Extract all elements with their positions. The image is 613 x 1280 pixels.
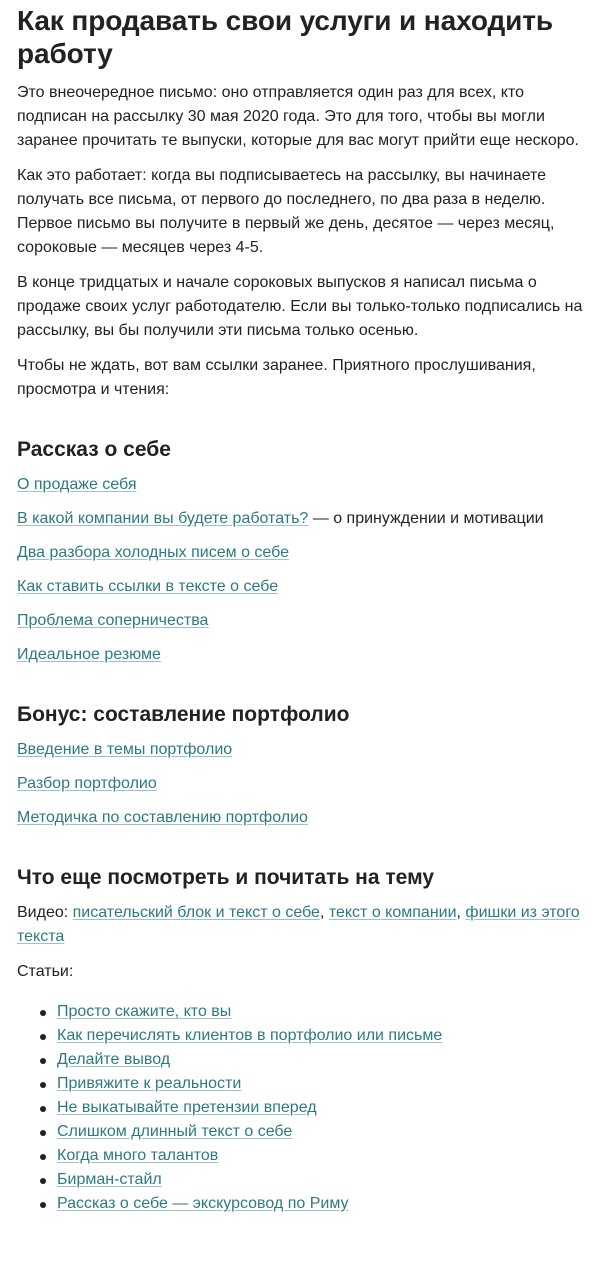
article-link[interactable]: Рассказ о себе — экскурсовод по Риму	[57, 1195, 349, 1212]
articles-list	[17, 1000, 596, 1216]
link-how-to-place-links[interactable]: Как ставить ссылки в тексте о себе	[17, 578, 279, 595]
list-item	[37, 1144, 596, 1168]
bullet-icon	[40, 1058, 46, 1064]
list-item	[17, 643, 596, 667]
link-video-writers-block[interactable]: писательский блок и текст о себе	[72, 904, 320, 921]
articles-label: Статьи:	[17, 963, 74, 980]
about-self-link-list	[17, 473, 596, 667]
list-item	[17, 473, 596, 497]
list-item	[37, 1192, 596, 1216]
article-link[interactable]: Делайте вывод	[57, 1051, 171, 1068]
link-cold-letters-review[interactable]: Два разбора холодных писем о себе	[17, 544, 290, 561]
link-which-company[interactable]: В какой компании вы будете работать?	[17, 510, 309, 527]
bullet-icon	[40, 1082, 46, 1088]
intro-paragraph: Это внеочередное письмо: оно отправляется один раз для всех, кто подписан на рассылку 30 мая 2020 года. Это для того, чтобы вы могли заранее прочитать те выпуски, которые для вас могут прийти еще нескоро.	[17, 84, 579, 149]
bullet-icon	[40, 1106, 46, 1112]
section-about-self	[17, 437, 596, 667]
separator: ,	[456, 904, 466, 921]
list-item	[37, 1048, 596, 1072]
bullet-icon	[40, 1154, 46, 1160]
link-rivalry-problem[interactable]: Проблема соперничества	[17, 612, 209, 629]
link-suffix-text: — о принуждении и мотивации	[308, 510, 544, 527]
article-link[interactable]: Как перечислять клиентов в портфолио или письме	[57, 1027, 443, 1044]
page-title: Как продавать свои услуги и находить работу	[17, 5, 554, 69]
bullet-icon	[40, 1130, 46, 1136]
section-more-heading: Что еще посмотреть и почитать на тему	[17, 866, 435, 889]
list-item	[37, 1024, 596, 1048]
article-link[interactable]: Когда много талантов	[57, 1147, 219, 1164]
list-item	[17, 806, 596, 830]
list-item	[37, 1168, 596, 1192]
section-more	[17, 865, 596, 1216]
list-item	[37, 1096, 596, 1120]
list-item	[17, 738, 596, 762]
article-link[interactable]: Слишком длинный текст о себе	[57, 1123, 293, 1140]
bullet-icon	[40, 1034, 46, 1040]
list-item	[17, 507, 596, 531]
list-item	[17, 772, 596, 796]
bullet-icon	[40, 1010, 46, 1016]
list-item	[37, 1000, 596, 1024]
list-item	[17, 541, 596, 565]
article-link[interactable]: Бирман-стайл	[57, 1171, 162, 1188]
article-link[interactable]: Просто скажите, кто вы	[57, 1003, 232, 1020]
links-intro-paragraph: Чтобы не ждать, вот вам ссылки заранее. Приятного прослушивания, просмотра и чтения:	[17, 357, 536, 398]
portfolio-link-list	[17, 738, 596, 830]
link-video-company-text[interactable]: текст о компании	[328, 904, 457, 921]
bullet-icon	[40, 1178, 46, 1184]
sales-letters-paragraph: В конце тридцатых и начале сороковых выпусков я написал письма о продаже своих услуг работодателю. Если вы только-только подписались на рассылку, вы бы получили эти письма только осенью.	[17, 274, 583, 339]
section-portfolio-bonus	[17, 702, 596, 830]
link-portfolio-manual[interactable]: Методичка по составлению портфолио	[17, 809, 308, 826]
link-video-text-tricks[interactable]: фишки из этого текста	[17, 904, 580, 945]
link-about-selling-self[interactable]: О продаже себя	[17, 476, 137, 493]
link-portfolio-review[interactable]: Разбор портфолио	[17, 775, 157, 792]
list-item	[17, 575, 596, 599]
how-it-works-paragraph: Как это работает: когда вы подписываетесь на рассылку, вы начинаете получать все письма, от первого до последнего, по два раза в неделю. Первое письмо вы получите в первый же день, десятое — через месяц, сороковые — месяцев через 4-5.	[17, 167, 555, 256]
separator: ,	[319, 904, 329, 921]
section-about-self-heading: Рассказ о себе	[17, 438, 171, 461]
bullet-icon	[40, 1202, 46, 1208]
link-portfolio-intro[interactable]: Введение в темы портфолио	[17, 741, 233, 758]
article-link[interactable]: Не выкатывайте претензии вперед	[57, 1099, 317, 1116]
list-item	[37, 1120, 596, 1144]
section-portfolio-bonus-heading: Бонус: составление портфолио	[17, 703, 350, 726]
article-link[interactable]: Привяжите к реальности	[57, 1075, 242, 1092]
video-label: Видео:	[17, 904, 73, 921]
list-item	[17, 609, 596, 633]
list-item	[37, 1072, 596, 1096]
link-ideal-resume[interactable]: Идеальное резюме	[17, 646, 161, 663]
video-line	[17, 901, 596, 949]
